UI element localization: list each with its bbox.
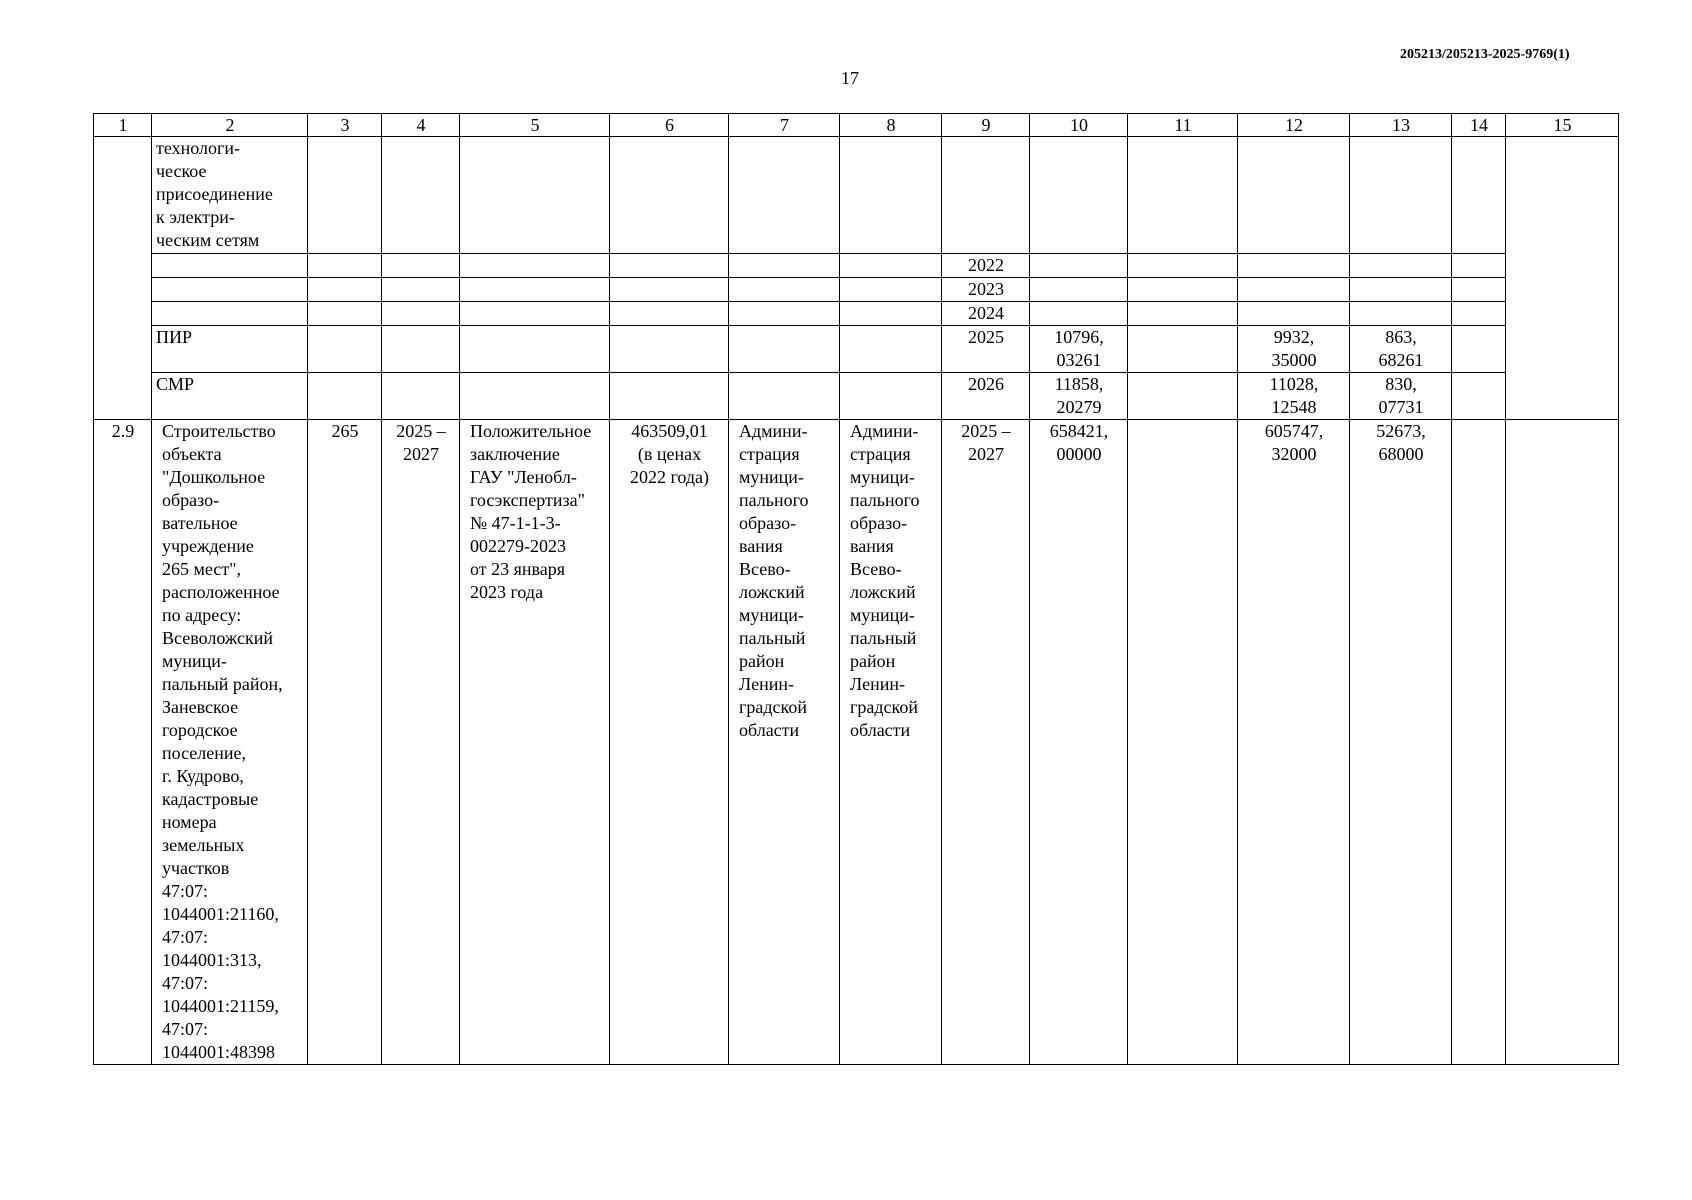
table-cell <box>610 278 729 302</box>
table-row <box>94 302 1619 326</box>
column-header: 7 <box>729 114 840 137</box>
table-cell <box>1350 278 1452 302</box>
year-cell: 2024 <box>942 302 1030 326</box>
table-cell <box>382 137 460 254</box>
amount-cell: 830, 07731 <box>1350 373 1452 420</box>
table-cell <box>1030 302 1128 326</box>
column-header: 6 <box>610 114 729 137</box>
expertise-cell: Положительное заключение ГАУ "Ленобл- госэкспертиза" № 47-1-1-3- 002279-2023 от 23 января 2023 года <box>460 420 610 1065</box>
table-cell <box>152 254 308 278</box>
table-cell <box>1128 326 1238 373</box>
column-header: 1 <box>94 114 152 137</box>
customer-cell: Админи- страция муници- пального образо- вания Всево- ложский муници- пальный район Ленин- градской области <box>729 420 840 1065</box>
table-row <box>94 254 1619 278</box>
table-cell <box>840 137 942 254</box>
table-cell <box>460 373 610 420</box>
table-cell <box>460 302 610 326</box>
table-cell <box>840 373 942 420</box>
column-header: 15 <box>1506 114 1619 137</box>
table-cell <box>1238 254 1350 278</box>
amount-cell: 11028, 12548 <box>1238 373 1350 420</box>
table-cell <box>1030 254 1128 278</box>
cost-cell: 463509,01 (в ценах 2022 года) <box>610 420 729 1065</box>
table-cell <box>460 278 610 302</box>
column-header: 3 <box>308 114 382 137</box>
table-cell <box>1452 278 1506 302</box>
data-table <box>93 113 1619 1065</box>
capacity-cell: 265 <box>308 420 382 1065</box>
row-name-cell: технологи- ческое присоединение к электри- ческим сетям <box>152 137 308 254</box>
table-cell <box>610 137 729 254</box>
column-header: 9 <box>942 114 1030 137</box>
table-cell <box>1238 278 1350 302</box>
table-cell <box>1506 137 1619 420</box>
table-row <box>94 278 1619 302</box>
stage-label-cell: СМР <box>152 373 308 420</box>
year-cell: 2026 <box>942 373 1030 420</box>
column-header: 14 <box>1452 114 1506 137</box>
table-cell <box>729 278 840 302</box>
table-cell <box>840 302 942 326</box>
column-number-row <box>94 114 1619 137</box>
table-cell <box>382 302 460 326</box>
table-cell <box>729 326 840 373</box>
table-cell <box>610 326 729 373</box>
year-cell: 2023 <box>942 278 1030 302</box>
table-cell <box>840 278 942 302</box>
amount-cell: 52673, 68000 <box>1350 420 1452 1065</box>
table-cell <box>382 373 460 420</box>
year-cell: 2025 <box>942 326 1030 373</box>
table-cell <box>729 137 840 254</box>
table-cell <box>1128 278 1238 302</box>
amount-cell: 10796, 03261 <box>1030 326 1128 373</box>
period-cell: 2025 – 2027 <box>382 420 460 1065</box>
column-header: 11 <box>1128 114 1238 137</box>
table-cell <box>1030 137 1128 254</box>
column-header: 2 <box>152 114 308 137</box>
table-cell <box>94 137 152 420</box>
table-cell <box>308 254 382 278</box>
table-cell <box>1128 302 1238 326</box>
table-cell <box>1350 302 1452 326</box>
table-cell <box>460 137 610 254</box>
table-cell <box>942 137 1030 254</box>
developer-cell: Админи- страция муници- пального образо- вания Всево- ложский муници- пальный район Ленин- градской области <box>840 420 942 1065</box>
table-cell <box>1506 420 1619 1065</box>
table-cell <box>1452 302 1506 326</box>
column-header: 10 <box>1030 114 1128 137</box>
row-number-cell: 2.9 <box>94 420 152 1065</box>
table-cell <box>308 373 382 420</box>
table-cell <box>460 326 610 373</box>
table-cell <box>308 326 382 373</box>
table-cell <box>152 278 308 302</box>
table-cell <box>1452 137 1506 254</box>
table-cell <box>1030 278 1128 302</box>
table-cell <box>729 373 840 420</box>
table-row <box>94 420 1619 1065</box>
table-cell <box>610 373 729 420</box>
table-cell <box>1128 137 1238 254</box>
table-cell <box>729 254 840 278</box>
amount-cell: 863, 68261 <box>1350 326 1452 373</box>
table-cell <box>729 302 840 326</box>
year-cell: 2025 – 2027 <box>942 420 1030 1065</box>
amount-cell: 605747, 32000 <box>1238 420 1350 1065</box>
table-row <box>94 326 1619 373</box>
table-cell <box>1452 373 1506 420</box>
table-cell <box>382 254 460 278</box>
amount-cell: 658421, 00000 <box>1030 420 1128 1065</box>
column-header: 13 <box>1350 114 1452 137</box>
table-cell <box>1128 254 1238 278</box>
table-cell <box>308 137 382 254</box>
column-header: 5 <box>460 114 610 137</box>
column-header: 4 <box>382 114 460 137</box>
stage-label-cell: ПИР <box>152 326 308 373</box>
table-cell <box>382 326 460 373</box>
table-cell <box>840 326 942 373</box>
table-cell <box>840 254 942 278</box>
table-cell <box>308 302 382 326</box>
row-name-cell: Строительство объекта "Дошкольное образо- вательное учреждение 265 мест", расположенное по адресу: Всеволожский муници- пальный район, Заневское городское поселение, г. Кудрово, кадастровые номера земельных участков 47:07: 1044001:21160, 47:07: 1044001:313, 47:07: 1044001:21159, 47:07: 1044001:48398 <box>152 420 308 1065</box>
amount-cell: 11858, 20279 <box>1030 373 1128 420</box>
table-cell <box>1350 137 1452 254</box>
table-cell <box>152 302 308 326</box>
table-cell <box>610 302 729 326</box>
table-cell <box>1128 373 1238 420</box>
table-cell <box>1128 420 1238 1065</box>
table-cell <box>1350 254 1452 278</box>
table-cell <box>610 254 729 278</box>
table-cell <box>1238 302 1350 326</box>
table-cell <box>1452 254 1506 278</box>
table-cell <box>382 278 460 302</box>
document-code: 205213/205213-2025-9769(1) <box>1400 47 1570 62</box>
year-cell: 2022 <box>942 254 1030 278</box>
table-cell <box>1452 326 1506 373</box>
table-row <box>94 137 1619 254</box>
column-header: 12 <box>1238 114 1350 137</box>
table-row <box>94 373 1619 420</box>
page-number: 17 <box>841 68 859 88</box>
table-cell <box>1452 420 1506 1065</box>
table-cell <box>1238 137 1350 254</box>
table-cell <box>308 278 382 302</box>
column-header: 8 <box>840 114 942 137</box>
table-cell <box>460 254 610 278</box>
amount-cell: 9932, 35000 <box>1238 326 1350 373</box>
